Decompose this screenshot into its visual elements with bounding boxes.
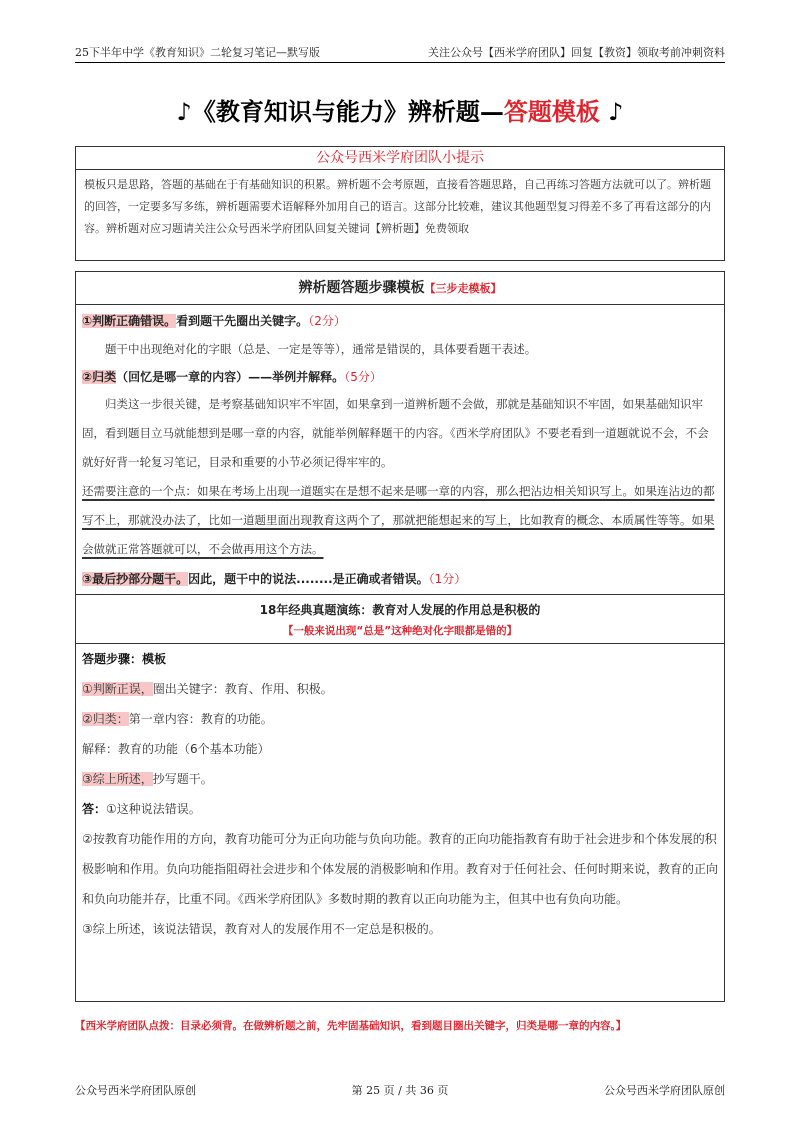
step-1 (76, 308, 724, 364)
footer-right: 公众号西米学府团队原创 (604, 1084, 725, 1097)
step2-text: 归类这一步很关键，是考察基础知识牢不牢固，如果拿到一道辨析题不会做，那就是基础知识不牢固，如果基础知识牢固，看到题目立马就能想到是哪一章的内容，就能举例解释题干的内容。《西米学府团队》不要老看到一道题就说不会，不会就好好背一轮复习笔记，目录和重要的小节必须记得牢牢的。 (82, 397, 709, 469)
answer-label: 答： (82, 802, 107, 816)
template-line-2-text: 第一章内容：教育的功能。 (128, 712, 273, 726)
example-question-block (76, 595, 724, 644)
steps-heading-text: 辨析题答题步骤模板 (298, 280, 425, 296)
answer-line-1 (82, 794, 718, 824)
step1-label: ①判断正确错误。 (82, 314, 177, 328)
template-line-3-text: 解释：教育的功能（6个基本功能） (82, 742, 270, 756)
step-3 (76, 564, 724, 595)
step3-score: （1分） (428, 572, 467, 586)
page-footer (75, 1082, 725, 1098)
answer-1: ①这种说法错误。 (106, 802, 201, 816)
step-2 (76, 364, 724, 390)
page-number: 第 25 页 / 共 36 页 (351, 1084, 449, 1097)
answer-line-3: ③综上所述，该说法错误，教育对人的发展作用不一定总是积极的。 (82, 922, 441, 936)
step2-rest: （回忆是哪一章的内容）——举例并解释。 (116, 370, 345, 384)
page-title (0, 92, 800, 127)
answer-block (76, 644, 724, 944)
step3-label: ③最后抄部分题干。 (82, 572, 189, 586)
tip-body: 模板只是思路，答题的基础在于有基础知识的积累。辨析题不会考原题，直接看答题思路，自己再练习答题方法就可以了。辨析题的回答，一定要多写多练，辨析题需要术语解释外加用自己的语言。这部分比较难，建议其他题型复习得差不多了再看这部分的内容。辨析题对应习题请关注公众号西米学府团队回复关键词【辨析题】免费领取 (84, 178, 711, 235)
template-line-4-text: 抄写题干。 (152, 772, 213, 786)
header-left: 25下半年中学《教育知识》二轮复习笔记—默写版 (75, 46, 320, 59)
step2-score: （5分） (344, 370, 382, 384)
header-right: 关注公众号【西米学府团队】回复【教资】领取考前冲刺资料 (428, 46, 725, 59)
title-prefix: ♪《教育知识与能力》辨析题— (176, 97, 504, 126)
template-line-3 (82, 734, 718, 764)
template-line-1-hl: ①判断正误， (82, 682, 153, 696)
template-line-2 (82, 704, 718, 734)
answer-line-2: ②按教育功能作用的方向，教育功能可分为正向功能与负向功能。教育的正向功能指教育有助于社会进步和个体发展的积极影响和作用。负向功能指阻碍社会进步和个体发展的消极影响和作用。教育对于任何社会、任何时期来说，教育的正向和负向功能并存，比重不同。《西米学府团队》多数时期的教育以正向功能为主，但其中也有负向功能。 (82, 832, 719, 906)
page-header (75, 38, 725, 63)
tip-note: 【西米学府团队点拨：目录必须背。在做辨析题之前，先牢固基础知识，看到题目圈出关键字，归类是哪一章的内容。】 (75, 1020, 627, 1032)
step3-rest: 因此，题干中的说法........是正确或者错误。 (188, 572, 429, 586)
example-hint: 【一般来说出现“总是”这种绝对化字眼都是错的】 (282, 625, 518, 637)
step1-text: 题干中出现绝对化的字眼（总是、一定是等等），通常是错误的，具体要看题干表述。 (105, 342, 537, 356)
step2-label: ②归类 (82, 370, 117, 384)
steps-heading (76, 272, 724, 305)
template-line-1 (82, 674, 718, 704)
step1-score: （2分） (308, 314, 346, 328)
template-line-2-hl: ②归类： (82, 712, 129, 726)
title-suffix: ♪ (599, 97, 624, 126)
footer-left: 公众号西米学府团队原创 (75, 1084, 196, 1097)
template-title: 答题步骤：模板 (82, 652, 167, 666)
template-line-1-text: 圈出关键字：教育、作用、积极。 (152, 682, 333, 696)
example-question: 18年经典真题演练：教育对人发展的作用总是积极的 (259, 603, 541, 617)
template-line-4 (82, 764, 718, 794)
step1-rest: 看到题干先圈出关键字。 (176, 314, 309, 328)
template-line-4-hl: ③综上所述， (82, 772, 153, 786)
tip-heading: 公众号西米学府团队小提示 (76, 147, 724, 170)
steps-tag: 【三步走模板】 (424, 282, 502, 295)
tip-box (75, 146, 725, 261)
step2-warning: 还需要注意的一个点：如果在考场上出现一道题实在是想不起来是哪一章的内容，那么把沾边相关知识写上。如果连沾边的都写不上，那就没办法了，比如一道题里面出现教育这两个了，那就把能想起来的写上，比如教育的概念、本质属性等等。如果会做就正常答题就可以，不会做再用这个方法。 (82, 484, 715, 556)
steps-box (75, 271, 725, 1002)
title-highlight: 答题模板 (503, 97, 600, 126)
